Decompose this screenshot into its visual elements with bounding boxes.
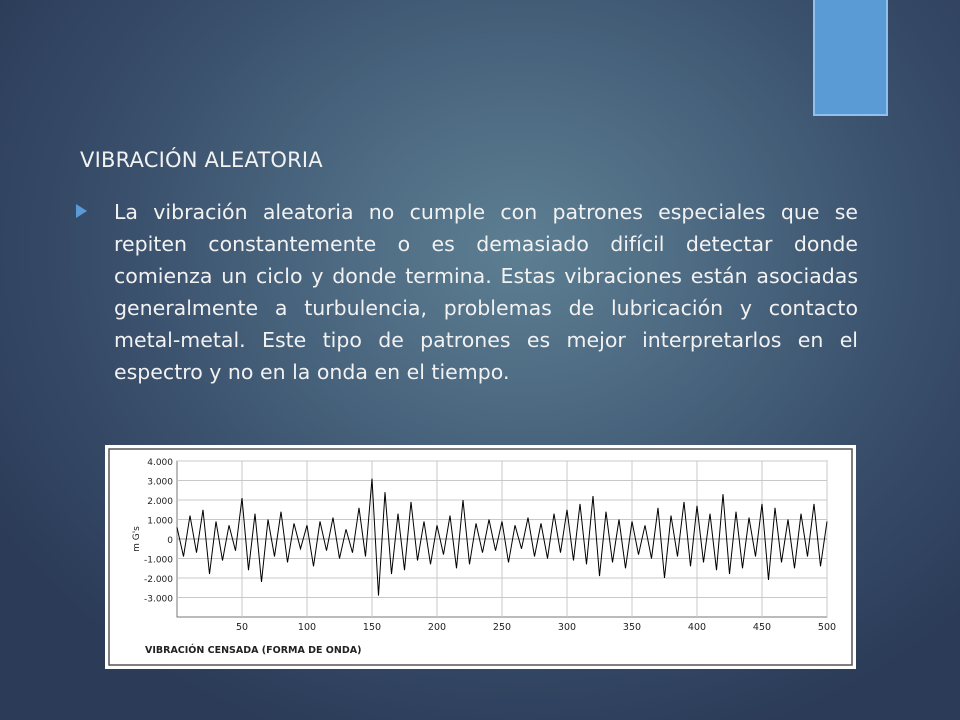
y-tick-label: -1.000 <box>143 555 173 566</box>
y-tick-label: 0 <box>167 536 173 546</box>
waveform-chart <box>105 445 856 669</box>
bullet-text: La vibración aleatoria no cumple con patrones especiales que se repiten constantemente o es demasiado difícil detectar donde comienza un ciclo y donde termina. Estas vibraciones están asociadas generalmente a turbulencia, problemas de lubricación y contacto metal-metal. Este tipo de patrones es mejor interpretarlos en el espectro y no en la onda en el tiempo. <box>114 200 858 384</box>
x-tick-label: 450 <box>752 622 772 633</box>
triangle-bullet-icon <box>76 204 87 218</box>
y-tick-label: -3.000 <box>143 594 173 605</box>
y-axis-label: m G's <box>132 526 142 552</box>
y-tick-label: 2.000 <box>147 497 173 507</box>
x-tick-label: 200 <box>427 622 447 633</box>
y-tick-label: 1.000 <box>147 516 173 527</box>
slide-title: VIBRACIÓN ALEATORIA <box>80 148 323 172</box>
y-tick-label: -2.000 <box>143 575 173 585</box>
y-tick-label: 3.000 <box>147 477 173 488</box>
chart-title: VIBRACIÓN CENSADA (FORMA DE ONDA) <box>145 645 362 656</box>
x-tick-label: 500 <box>817 622 837 633</box>
x-tick-label: 400 <box>687 622 707 633</box>
x-tick-label: 350 <box>622 622 642 633</box>
waveform-chart-svg <box>105 445 856 669</box>
x-tick-label: 250 <box>492 622 512 633</box>
x-tick-label: 50 <box>235 622 249 633</box>
y-tick-label: 4.000 <box>147 458 173 468</box>
x-tick-label: 150 <box>362 622 382 633</box>
x-tick-label: 100 <box>297 622 317 633</box>
accent-bar <box>813 0 888 116</box>
x-tick-label: 300 <box>557 622 577 633</box>
